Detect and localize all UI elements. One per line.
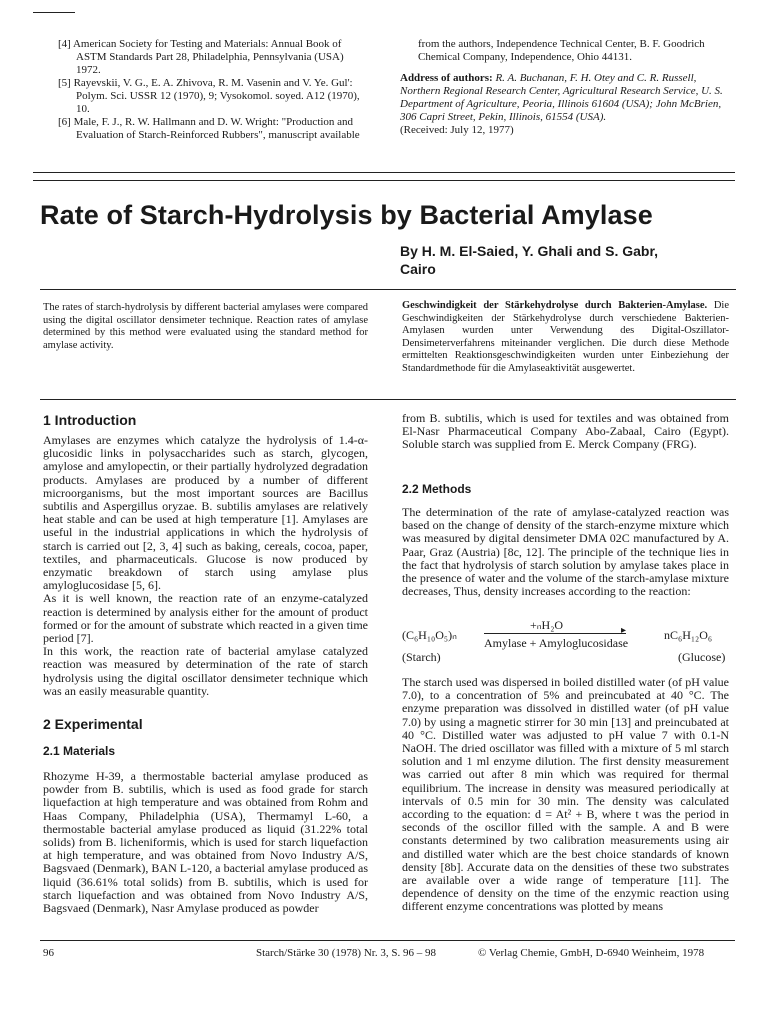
equation-product-label: (Glucose) [678, 650, 726, 664]
reference-continuation: from the authors, Independence Technical Center, B. F. Goodrich Chemical Company, Independence, Ohio 44131. [418, 38, 705, 63]
abstract-english: The rates of starch-hydrolysis by different bacterial amylases were compared using the digital oscillator densimeter technique. Reaction rates of amylase determined by this method were evaluated using the standard method for amylase activity. [43, 302, 368, 351]
equation-under-arrow: Amylase + Amyloglucosidase [484, 636, 629, 650]
equation-arrowhead: ▸ [621, 625, 627, 636]
header-rule-upper [33, 172, 735, 173]
section-heading-introduction: 1 Introduction [43, 412, 137, 428]
page-number: 96 [43, 947, 54, 959]
subsection-heading-materials: 2.1 Materials [43, 744, 116, 758]
reference-item: [5] Rayevskii, V. G., E. A. Zhivova, R. M. Vasenin and V. Ye. Gul': Polym. Sci. USSR 12 (1970), 9; Vysokomol. soyed. A12 (1970), 10. [58, 77, 360, 115]
reaction-equation [402, 620, 729, 668]
subsection-heading-methods: 2.2 Methods [402, 482, 472, 496]
equation-reactant: (C₆H₁₀O₅)ₙ [402, 628, 457, 642]
author-address [400, 72, 730, 124]
materials-text: Rhozyme H-39, a thermostable bacterial amylase produced as powder from B. subtilis, which is used as food grade for starch liquefaction at high temperature and was obtained from Rohm and Haas Company, Philadelphia (USA), Thermamyl L-60, a thermostable bacterial amylase produced as liquid (31.22% total solids) from B. licheniformis, which is used for starch liquefaction at high temperature, and was obtained from Novo Industry A/S, Bagsvaed (Denmark), BAN L-120, a bacterial amylase produced as liquid (36.61% total solids) from B. subtilis, which is used for starch liquefaction and was obtained from Novo Industry A/S, Bagsvaed (Denmark), Nasr Amylase produced as powder [43, 769, 368, 916]
author-city: Cairo [400, 261, 436, 277]
top-short-rule [33, 12, 75, 13]
abstract-german [402, 300, 729, 375]
methods-text-2: The starch used was dispersed in boiled distilled water (of pH value 7.0), to a concentration of 5% and preincubated at 40 °C. The enzyme preparation was dissolved in distilled water (of pH value 7.0) by using a magnetic stirrer for 30 min [13] and preincubated at 40 °C. Distilled water was adjusted to pH value 7 with 0.1-N NaOH. The dried oscillator was filled with a mixture of 5 ml starch solution and 1 ml enzyme dilution. The first density measurement was carried out after 8 min which was required for thermal equilibrium. The increase in density was measured periodically at intervals of 0.5 min for 30 min. The density was calculated according to the equation: d = At² + B, where t was the period in seconds of the oscillor filled with the sample. A and B were constants determined by two calibration measurements using air and distilled water which are the best choice standards of known density [8b]. Accurate data on the densities of these two substrates are available over a wide range of temperature [11]. The dependence of density on the time of the enzymic reaction using different enzyme concentrations was plotted by means [402, 675, 729, 914]
reference-item: [4] American Society for Testing and Materials: Annual Book of ASTM Standards Part 28, Philadelphia, Pennsylvania (USA) 1972. [58, 38, 344, 76]
equation-reactant-label: (Starch) [402, 650, 441, 664]
journal-citation: Starch/Stärke 30 (1978) Nr. 3, S. 96 – 98 [256, 947, 436, 959]
received-date: (Received: July 12, 1977) [400, 124, 514, 136]
authors: By H. M. El-Saied, Y. Ghali and S. Gabr, [400, 243, 659, 259]
address-label: Address of authors: [400, 72, 493, 84]
abstract-rule-top [40, 289, 736, 290]
abstract-rule-bottom [40, 399, 736, 400]
references-continued [58, 38, 370, 142]
materials-continued-text: from B. subtilis, which is used for textiles and was obtained from El-Nasr Pharmaceutical Company Abo-Zabaal, Cairo (Egypt). Soluble starch was supplied from E. Merck Company (FRG). [402, 411, 729, 452]
methods-text-1: The determination of the rate of amylase-catalyzed reaction was based on the change of density of the starch-enzyme mixture which was measured by digital densimeter DMA 02C manufactured by A. Paar, Graz (Austria) [8c, 12]. The principle of the technique lies in the fact that hydrolysis of starch solution by amylase takes place in the presence of water and the volume of the starch-amylase mixture decreases, Thus, density increases according to the reaction: [402, 505, 729, 599]
abstract-german-text: Die Geschwindigkeiten der Stärkehydrolyse durch verschiedene Bakterien-Amylasen wurden unter Verwendung des Digital-Oszillator-Densimeterverfahrens miteinander verglichen. Die durch diese Methode ermittelten Reaktionsgeschwindigkeiten wurden unter Einbeziehung der Standardmethode für die Amylaseaktivität ausgewertet. [402, 300, 729, 374]
abstract-german-title: Geschwindigkeit der Stärkehydrolyse durch Bakterien-Amylase. [402, 300, 708, 311]
footer-rule [40, 940, 735, 941]
author-line [400, 242, 658, 278]
equation-over-arrow: +ₙH₂O [530, 618, 564, 632]
header-rule-lower [33, 180, 735, 181]
top-right-block [400, 38, 730, 137]
section-heading-experimental: 2 Experimental [43, 716, 143, 732]
equation-arrow [484, 633, 626, 634]
article-title: Rate of Starch-Hydrolysis by Bacterial Amylase [40, 200, 653, 230]
introduction-text: Amylases are enzymes which catalyze the hydrolysis of 1.4-α-glucosidic links in polysaccharides such as starch, glycogen, amylose and amylopectin, or their partially hydrolyzed degradation products. Amylases are produced by a number of different microorganisms, but the most important sources are Bacillus subtilis and Aspergillus oryzae. B. subtilis amylases are relatively heat stable and can be used at high temperature [1]. Amylases are useful in the industrial applications in which the hydrolysis of starch is carried out [2, 3, 4] such as baking, cereals, cocoa, paper, textiles, and pharmaceuticals. Glucose is now produced by enzymatic breakdown of starch using amylase plus amyloglucosidase [5, 6]. As it is well known, the reaction rate of an enzyme-catalyzed reaction is determined by analysis either for the amount of product formed or for the amount of substrate which reacted in a given time period [7]. In this work, the reaction rate of bacterial amylase catalyzed reaction was measured by determination of the rate of starch hydrolysis using the digital oscillator densimeter technique which was an easily measurable quantity. [43, 433, 368, 698]
equation-product: nC₆H₁₂O₆ [664, 628, 713, 642]
reference-item: [6] Male, F. J., R. W. Hallmann and D. W. Wright: "Production and Evaluation of Starch-Reinforced Rubbers", manuscript available [58, 116, 360, 141]
address-text: R. A. Buchanan, F. H. Otey and C. R. Russell, Northern Regional Research Center, Agricultural Research Service, U. S. Department of Agriculture, Peoria, Illinois 61604 (USA); John McBrien, 306 Capri Street, Pekin, Illinois, 61554 (USA). [400, 72, 723, 123]
publisher-line: © Verlag Chemie, GmbH, D-6940 Weinheim, 1978 [478, 947, 705, 959]
